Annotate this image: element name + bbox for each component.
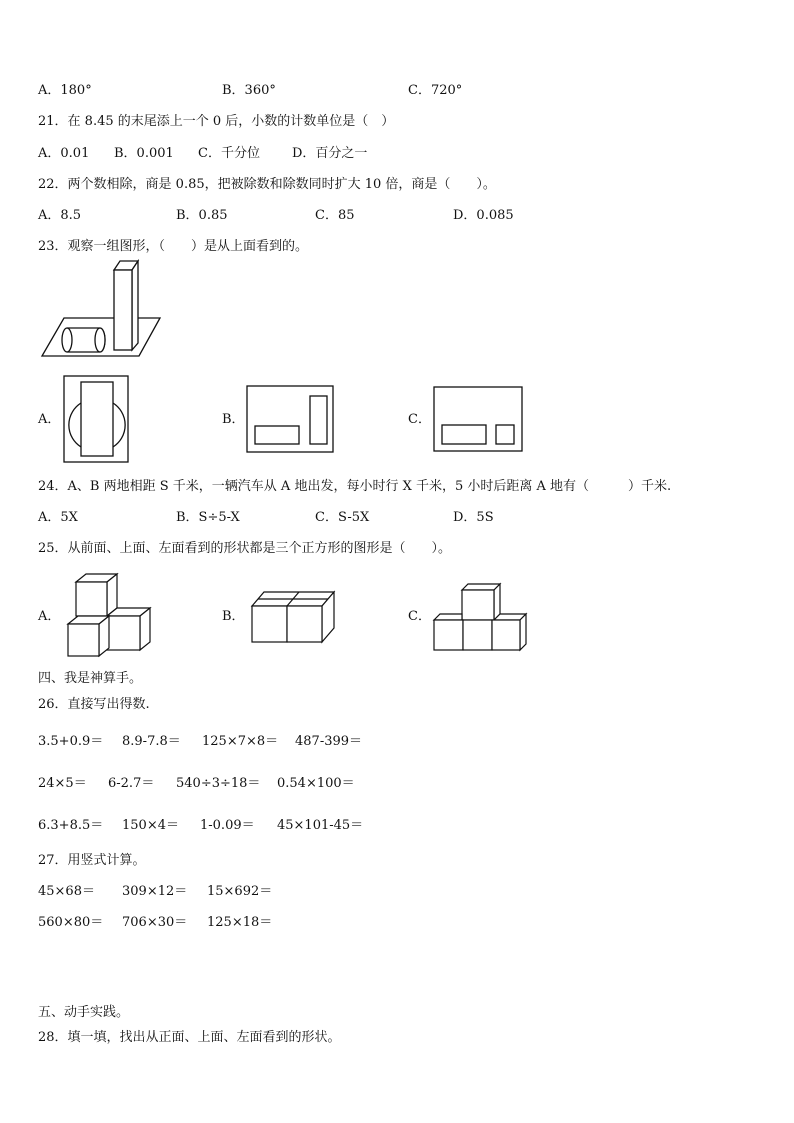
q25-option-c-figure — [432, 582, 530, 652]
q26-item: 125×7×8＝ — [202, 734, 279, 749]
q27-item: 706×30＝ — [122, 915, 188, 930]
q23-label-b: B． — [222, 412, 245, 427]
q21-option-c: C．千分位 — [198, 146, 260, 161]
q27-item: 125×18＝ — [207, 915, 273, 930]
q27-item: 45×68＝ — [38, 884, 95, 899]
section-5-title: 五、动手实践。 — [38, 1005, 130, 1020]
q27-item: 560×80＝ — [38, 915, 104, 930]
q22-option-d: D．0.085 — [453, 208, 514, 223]
q22-option-a: A．8.5 — [38, 208, 82, 223]
q26-item: 3.5+0.9＝ — [38, 734, 104, 749]
q27-item: 15×692＝ — [207, 884, 273, 899]
q25-option-a-figure — [64, 572, 154, 658]
q26-item: 6.3+8.5＝ — [38, 818, 104, 833]
q25-option-b-figure — [250, 588, 336, 644]
q28-question: 28．填一填，找出从正面、上面、左面看到的形状。 — [38, 1030, 341, 1045]
q23-label-c: C． — [408, 412, 431, 427]
q25-label-c: C． — [408, 609, 431, 624]
q27-question: 27．用竖式计算。 — [38, 853, 146, 868]
q25-label-a: A． — [38, 609, 61, 624]
q21-option-d: D．百分之一 — [292, 146, 368, 161]
q20-option-b: B．360° — [222, 83, 276, 98]
q27-item: 309×12＝ — [122, 884, 188, 899]
q21-question: 21．在 8.45 的末尾添上一个 0 后，小数的计数单位是（ ） — [38, 114, 395, 129]
q21-option-b: B．0.001 — [114, 146, 174, 161]
q26-item: 24×5＝ — [38, 776, 87, 791]
q20-option-c: C．720° — [408, 83, 463, 98]
q26-item: 0.54×100＝ — [277, 776, 355, 791]
q22-option-b: B．0.85 — [176, 208, 228, 223]
q23-option-c-figure — [433, 386, 523, 452]
q24-option-c: C．S-5X — [315, 510, 370, 525]
q26-item: 540÷3÷18＝ — [176, 776, 261, 791]
q24-option-b: B．S÷5-X — [176, 510, 240, 525]
q24-option-d: D．5S — [453, 510, 494, 525]
q23-question: 23．观察一组图形，（ ）是从上面看到的。 — [38, 239, 309, 254]
q22-question: 22．两个数相除，商是 0.85，把被除数和除数同时扩大 10 倍，商是（ ）。 — [38, 177, 496, 192]
q23-solid-figure — [40, 258, 164, 360]
q23-label-a: A． — [38, 412, 61, 427]
q23-option-b-figure — [246, 385, 334, 453]
q26-item: 487-399＝ — [295, 734, 363, 749]
section-4-title: 四、我是神算手。 — [38, 671, 143, 686]
q25-label-b: B． — [222, 609, 245, 624]
q24-question: 24．A、B 两地相距 S 千米，一辆汽车从 A 地出发，每小时行 X 千米，5 小时后距离 A 地有（ ）千米. — [38, 479, 672, 494]
q26-item: 8.9-7.8＝ — [122, 734, 181, 749]
q26-item: 45×101-45＝ — [277, 818, 364, 833]
q26-item: 150×4＝ — [122, 818, 179, 833]
q24-option-a: A．5X — [38, 510, 78, 525]
q23-option-a-figure — [63, 375, 129, 463]
q21-option-a: A．0.01 — [38, 146, 90, 161]
q22-option-c: C．85 — [315, 208, 355, 223]
q26-item: 6-2.7＝ — [108, 776, 155, 791]
q26-item: 1-0.09＝ — [200, 818, 255, 833]
q26-question: 26．直接写出得数. — [38, 697, 150, 712]
q20-option-a: A．180° — [38, 83, 92, 98]
q25-question: 25．从前面、上面、左面看到的形状都是三个正方形的图形是（ ）。 — [38, 541, 452, 556]
